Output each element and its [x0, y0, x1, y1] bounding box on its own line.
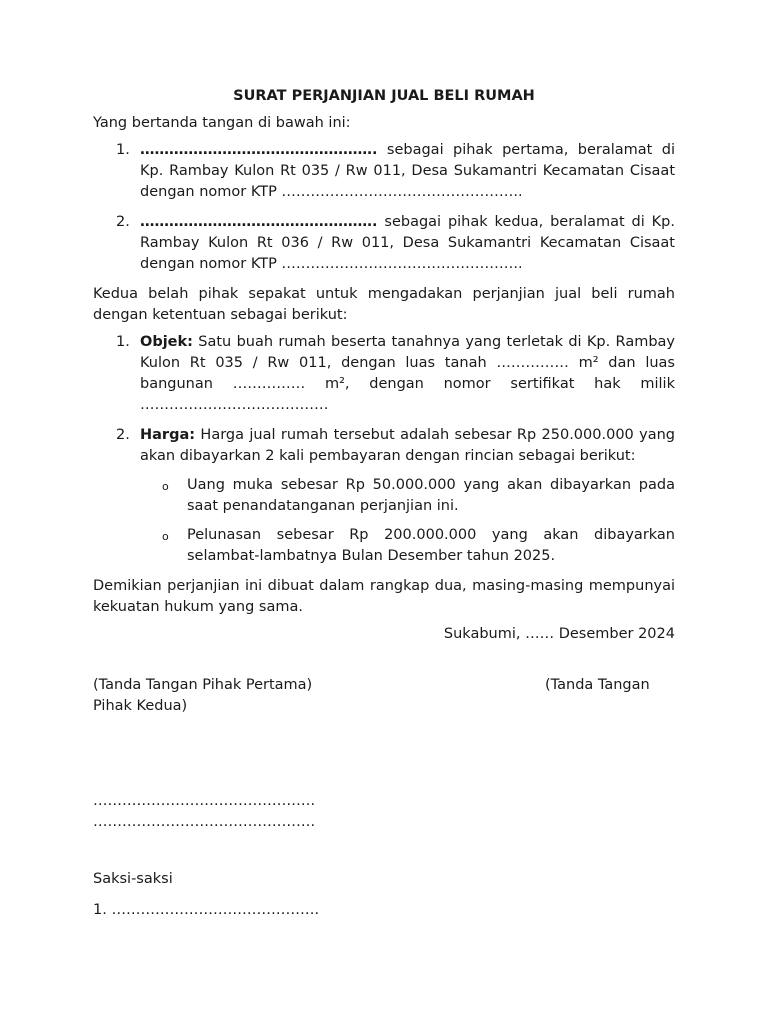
- term-label: Harga:: [140, 427, 196, 443]
- payment-item: [140, 525, 675, 567]
- document-page: [93, 86, 675, 921]
- term-text: Satu buah rumah beserta tanahnya yang terletak di Kp. Rambay Kulon Rt 035 / Rw 011, dengan luas tanah …………… m² dan luas bangunan …………… m², dengan nomor sertifikat hak milik …………………………………: [140, 334, 675, 413]
- term-item: [93, 332, 675, 416]
- witness-label: Saksi-saksi: [93, 871, 173, 887]
- parties-list: [93, 140, 675, 275]
- agreement-text: Kedua belah pihak sepakat untuk mengadakan perjanjian jual beli rumah dengan ketentuan sebagai berikut:: [93, 286, 675, 323]
- bullet-icon: o: [162, 530, 169, 543]
- party-name-blank: ………………………………………….: [140, 214, 378, 230]
- closing-text: Demikian perjanjian ini dibuat dalam rangkap dua, masing-masing mempunyai kekuatan hukum yang sama.: [93, 578, 675, 615]
- party-text: sebagai pihak pertama, beralamat di Kp. Rambay Kulon Rt 035 / Rw 011, Desa Sukamantri Kecamatan Cisaat dengan nomor KTP …………………………………………..: [140, 142, 675, 200]
- place-date: Sukabumi, …… Desember 2024: [443, 626, 675, 642]
- signature-labels: [93, 675, 675, 696]
- signature-label-first-party: (Tanda Tangan Pihak Pertama): [93, 677, 313, 693]
- party-name-blank: ………………………………………….: [140, 142, 378, 158]
- party-text: sebagai pihak kedua, beralamat di Kp. Rambay Kulon Rt 036 / Rw 011, Desa Sukamantri Kecamatan Cisaat dengan nomor KTP …………………………………………..: [140, 214, 675, 272]
- term-item: [93, 425, 675, 567]
- signature-line: ……………………………………….: [93, 814, 316, 830]
- party-item: [93, 140, 675, 203]
- list-number: 1.: [116, 142, 130, 158]
- signature-label-second-party: (Tanda Tangan: [545, 677, 650, 693]
- term-label: Objek:: [140, 334, 193, 350]
- bullet-icon: o: [162, 480, 169, 493]
- payment-list: [140, 475, 675, 567]
- document-title: SURAT PERJANJIAN JUAL BELI RUMAH: [233, 88, 535, 104]
- payment-text: Pelunasan sebesar Rp 200.000.000 yang akan dibayarkan selambat-lambatnya Bulan Desember tahun 2025.: [187, 527, 675, 564]
- party-item: [93, 212, 675, 275]
- list-number: 1.: [116, 334, 130, 350]
- list-number: 2.: [116, 214, 130, 230]
- signature-line: ……………………………………….: [93, 793, 316, 809]
- payment-item: [140, 475, 675, 517]
- intro-text: Yang bertanda tangan di bawah ini:: [93, 115, 351, 131]
- signature-label-second-party-cont: Pihak Kedua): [93, 698, 188, 714]
- terms-list: [93, 332, 675, 567]
- list-number: 2.: [116, 427, 130, 443]
- witness-line: 1. …………………………………….: [93, 902, 320, 918]
- payment-text: Uang muka sebesar Rp 50.000.000 yang akan dibayarkan pada saat penandatanganan perjanjian ini.: [187, 477, 675, 514]
- term-text: Harga jual rumah tersebut adalah sebesar Rp 250.000.000 yang akan dibayarkan 2 kali pembayaran dengan rincian sebagai berikut:: [140, 427, 675, 464]
